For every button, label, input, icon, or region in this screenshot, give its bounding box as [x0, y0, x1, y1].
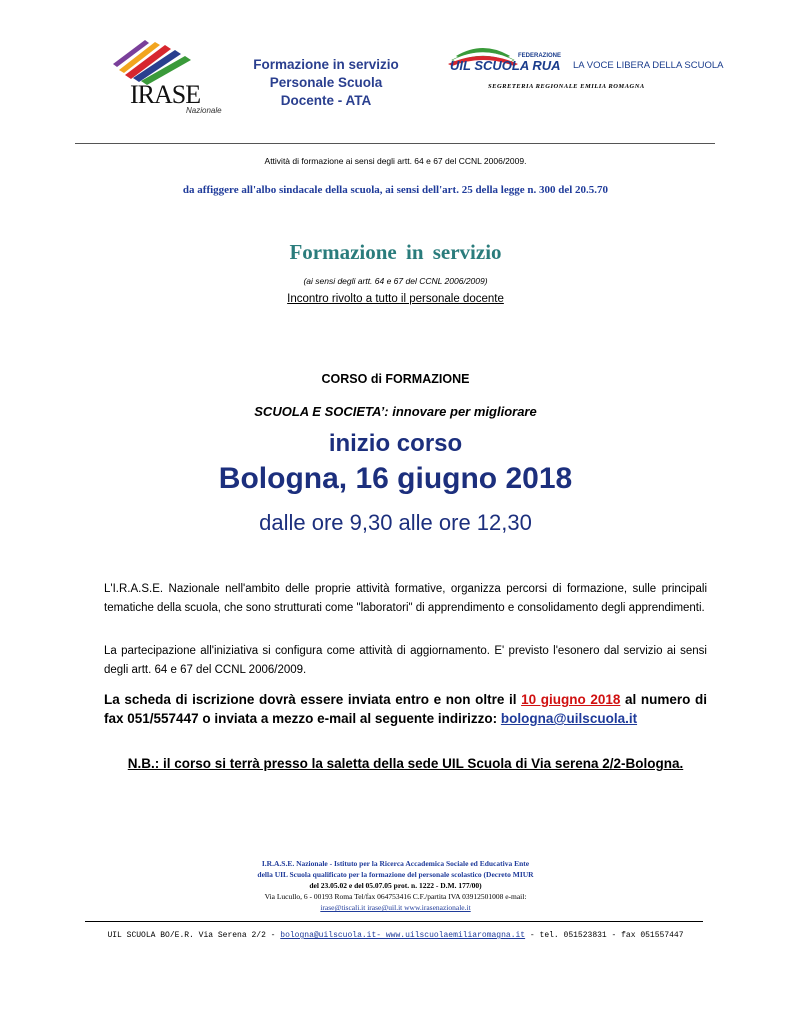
start-label: inizio corso	[328, 430, 463, 457]
main-title: Formazione in servizio	[289, 240, 502, 264]
header-title-line: Docente - ATA	[280, 93, 372, 108]
bottom-contact-line	[0, 931, 791, 940]
registration-text-2: al numero di fax 051/557447 o inviata a mezzo e-mail al seguente indirizzo:	[104, 692, 707, 726]
course-label: CORSO di FORMAZIONE	[321, 372, 470, 386]
uil-region: SEGRETERIA REGIONALE EMILIA ROMAGNA	[488, 83, 645, 90]
footer-email-links[interactable]: irase@tiscali.it irase@uil.it www.irasenazionale.it	[320, 903, 471, 912]
irase-logo-text: IRASE	[130, 80, 201, 109]
main-subtitle: (ai sensi degli artt. 64 e 67 del CCNL 2006/2009)	[303, 276, 488, 286]
body-paragraph-2: La partecipazione all'iniziativa si configura come attività di aggiornamento. E' previsto l'esonero dal servizio ai sensi degli artt. 64 e 67 del CCNL 2006/2009.	[104, 645, 707, 676]
bottom-address: UIL SCUOLA BO/E.R. Via Serena 2/2 -	[107, 931, 281, 940]
footer-line-2: della UIL Scuola qualificato per la formazione del personale scolastico (Decreto MIUR	[257, 870, 534, 879]
affix-notice: da affiggere all'albo sindacale della scuola, ai sensi dell'art. 25 della legge n. 300 del 20.5.70	[182, 184, 609, 196]
uil-tagline: LA VOCE LIBERA DELLA SCUOLA	[573, 60, 724, 71]
footer-line-4: Via Lucullo, 6 - 00193 Roma Tel/fax 064753416 C.F./partita IVA 03912501008 e-mail:	[264, 892, 527, 901]
footer-line-3: del 23.05.02 e del 05.07.05 prot. n. 1222 - D.M. 177/00)	[309, 881, 482, 890]
bottom-phone: - tel. 051523831 - fax 051557447	[525, 931, 684, 940]
registration-deadline: 10 giugno 2018	[521, 692, 621, 707]
footer-line-1: I.R.A.S.E. Nazionale - Istituto per la Ricerca Accademica Sociale ed Educativa Ente	[261, 859, 530, 868]
body-paragraph-1: L'I.R.A.S.E. Nazionale nell'ambito delle proprie attività formative, organizza percorsi di formazione, sulle principali tematiche della scuola, che sono strutturati come "laboratori" di apprendimento e consolidamento degli apprendimenti.	[104, 583, 707, 614]
irase-logo-subtext: Nazionale	[186, 106, 222, 115]
top-divider	[75, 143, 715, 144]
main-target: Incontro rivolto a tutto il personale docente	[287, 293, 504, 305]
activity-line: Attività di formazione ai sensi degli artt. 64 e 67 del CCNL 2006/2009.	[264, 156, 527, 166]
registration-paragraph	[104, 690, 707, 728]
venue-note: N.B.: il corso si terrà presso la saletta della sede UIL Scuola di Via serena 2/2-Bologna.	[127, 756, 684, 771]
header-title-line: Personale Scuola	[269, 75, 383, 90]
bottom-links[interactable]: bologna@uilscuola.it- www.uilscuolaemiliaromagna.it	[280, 931, 526, 940]
start-date: Bologna, 16 giugno 2018	[218, 462, 573, 495]
uil-brand: UIL SCUOLA RUA	[450, 58, 561, 73]
bottom-divider	[85, 921, 703, 922]
start-time: dalle ore 9,30 alle ore 12,30	[259, 510, 532, 535]
course-name: SCUOLA E SOCIETA’: innovare per migliorare	[254, 404, 537, 419]
registration-text: La scheda di iscrizione dovrà essere inviata entro e non oltre il	[104, 692, 522, 707]
header-title-line: Formazione in servizio	[253, 57, 399, 72]
header-title	[236, 56, 416, 110]
registration-email-link[interactable]: bologna@uilscuola.it	[500, 711, 638, 726]
uil-federazione: FEDERAZIONE	[518, 53, 562, 59]
